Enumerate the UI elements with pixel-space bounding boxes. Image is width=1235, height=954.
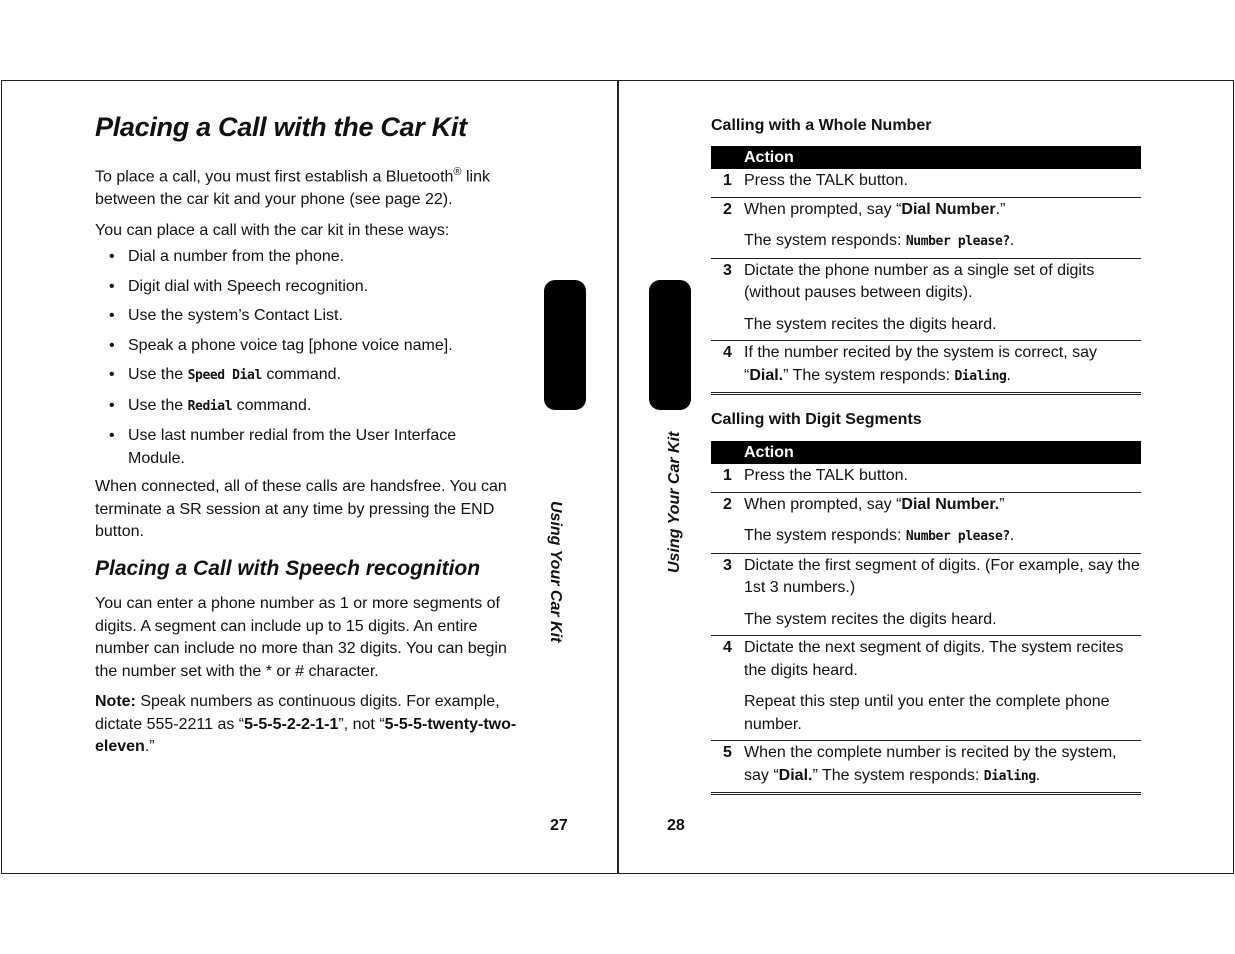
step-text-part: ”	[999, 495, 1005, 513]
list-item	[95, 335, 515, 358]
list-item	[95, 246, 515, 269]
redial-command: Redial	[187, 398, 233, 414]
spoken-command: Dial.	[778, 766, 813, 784]
table-row	[711, 553, 1141, 636]
note-label: Note:	[95, 693, 136, 710]
step-text-part: ” The system responds:	[812, 766, 984, 784]
system-response: The system recites the digits heard.	[744, 315, 997, 333]
spoken-command: Dial Number.	[901, 495, 1000, 513]
list-item-text: command.	[232, 396, 312, 414]
step-text	[744, 258, 1141, 341]
note-example-good: 5-5-5-2-2-1-1	[244, 715, 339, 733]
step-instruction	[744, 199, 1141, 222]
page-number: 28	[667, 817, 685, 834]
spoken-command: Dial.	[749, 366, 784, 384]
response-text: The system responds:	[744, 232, 906, 249]
step-number: 1	[723, 172, 732, 189]
table-row	[711, 258, 1141, 341]
note-text: ”, not “	[338, 715, 385, 733]
response-prompt: Number please?	[905, 529, 1010, 544]
step-text-part: When prompted, say “	[744, 200, 902, 218]
side-label: Using Your Car Kit	[666, 431, 683, 573]
step-text-part: .”	[995, 200, 1006, 218]
action-header: Action	[744, 146, 1141, 169]
system-response: The system recites the digits heard.	[744, 610, 997, 628]
step-number: 3	[723, 556, 732, 574]
step-number: 3	[723, 261, 732, 279]
response-prompt: Number please?	[905, 234, 1010, 249]
segments-paragraph: You can enter a phone number as 1 or more segments of digits. A segment can include up to 15 digits. An entire number can include no more than 32 digits. You can begin the number set with the * or # character.	[95, 595, 507, 680]
step-text-part: When prompted, say “	[744, 495, 902, 513]
system-response	[744, 230, 1141, 254]
whole-number-table	[711, 146, 1141, 395]
note-text: Speak numbers as continuous digits. For example, dictate 555-2211 as “	[95, 693, 500, 733]
list-item-text: Use the	[128, 366, 188, 383]
intro-text-b: link between the car kit and your phone (see page 22).	[95, 168, 490, 208]
list-item-text: Dial a number from the phone.	[128, 248, 345, 265]
list-item-text: Use last number redial from the User Interface Module.	[128, 427, 457, 467]
call-methods-list	[95, 246, 515, 470]
system-response: Repeat this step until you enter the complete phone number.	[744, 693, 1110, 733]
step-text: Press the TALK button.	[744, 467, 908, 484]
list-item	[95, 395, 515, 419]
intro-text-a: To place a call, you must first establish a Bluetooth	[95, 168, 454, 186]
list-item-text: Digit dial with Speech recognition.	[128, 277, 369, 295]
side-label: Using Your Car Kit	[547, 501, 564, 643]
speed-dial-command: Speed Dial	[187, 368, 262, 383]
list-item-text: Use the	[128, 396, 188, 414]
intro-block	[95, 161, 527, 243]
step-text-part: ” The system responds:	[783, 366, 955, 384]
whole-number-heading: Calling with a Whole Number	[711, 117, 932, 134]
step-number: 4	[723, 639, 732, 656]
step-text	[744, 197, 1141, 258]
left-page	[1, 80, 619, 874]
page-title: Placing a Call with the Car Kit	[95, 112, 467, 142]
note-example-bad: 5-5-5-twenty-two-eleven	[95, 715, 517, 755]
list-item-text: command.	[261, 366, 342, 383]
note-text: .”	[144, 738, 155, 755]
step-text	[744, 492, 1141, 553]
table-row	[711, 341, 1141, 394]
response-text: The system responds:	[744, 527, 906, 544]
response-text: .	[1009, 527, 1015, 544]
note-paragraph	[95, 691, 527, 759]
step-instruction	[744, 494, 1141, 517]
header-cell	[711, 146, 744, 169]
step-instruction: Dictate the next segment of digits. The system recites the digits heard.	[744, 639, 1124, 679]
table-header-row	[711, 441, 1141, 464]
step-text	[744, 636, 1141, 741]
step-instruction: Dictate the first segment of digits. (For example, say the 1st 3 numbers.)	[744, 556, 1140, 596]
section-tab	[544, 280, 586, 410]
step-text	[744, 553, 1141, 636]
step-instruction: Dictate the phone number as a single set of digits (without pauses between digits).	[744, 261, 1095, 301]
table-row	[711, 169, 1141, 197]
table-row	[711, 741, 1141, 794]
action-header: Action	[744, 441, 1141, 464]
intro-paragraph-1	[95, 161, 527, 211]
table-header-row	[711, 146, 1141, 169]
intro-paragraph-2: You can place a call with the car kit in these ways:	[95, 222, 450, 240]
list-item-text: Use the system’s Contact List.	[128, 307, 343, 324]
step-number: 2	[723, 200, 732, 218]
table-row	[711, 464, 1141, 492]
table-row	[711, 492, 1141, 553]
step-text-part: .	[1035, 766, 1041, 784]
step-number: 5	[723, 744, 732, 761]
list-item	[95, 276, 515, 299]
digit-segments-heading: Calling with Digit Segments	[711, 411, 922, 428]
registered-mark: ®	[453, 166, 462, 178]
list-item	[95, 364, 515, 388]
step-text	[744, 741, 1141, 794]
list-item	[95, 305, 515, 328]
step-text-part: .	[1006, 366, 1011, 384]
step-number: 2	[723, 495, 732, 513]
table-row	[711, 197, 1141, 258]
system-response	[744, 525, 1141, 549]
right-page	[617, 80, 1234, 874]
header-cell	[711, 441, 744, 464]
response-prompt: Dialing	[954, 368, 1007, 384]
step-number: 4	[723, 344, 732, 361]
page-number: 27	[550, 817, 568, 834]
step-number: 1	[723, 467, 732, 484]
step-text	[744, 341, 1141, 394]
table-row	[711, 636, 1141, 741]
step-text-part: When the complete number is recited by the system, say “	[744, 744, 1117, 784]
section-tab	[649, 280, 691, 410]
digit-segments-table	[711, 441, 1141, 795]
response-prompt: Dialing	[983, 768, 1036, 784]
response-text: .	[1009, 232, 1015, 249]
list-item-text: Speak a phone voice tag [phone voice name].	[128, 336, 453, 354]
list-item	[95, 425, 473, 470]
step-text-part: If the number recited by the system is correct, say “	[744, 344, 1098, 384]
section-subtitle: Placing a Call with Speech recognition	[95, 557, 481, 580]
handsfree-paragraph: When connected, all of these calls are handsfree. You can terminate a SR session at any time by pressing the END button.	[95, 478, 507, 540]
step-text: Press the TALK button.	[744, 172, 908, 189]
spoken-command: Dial Number	[901, 200, 996, 218]
